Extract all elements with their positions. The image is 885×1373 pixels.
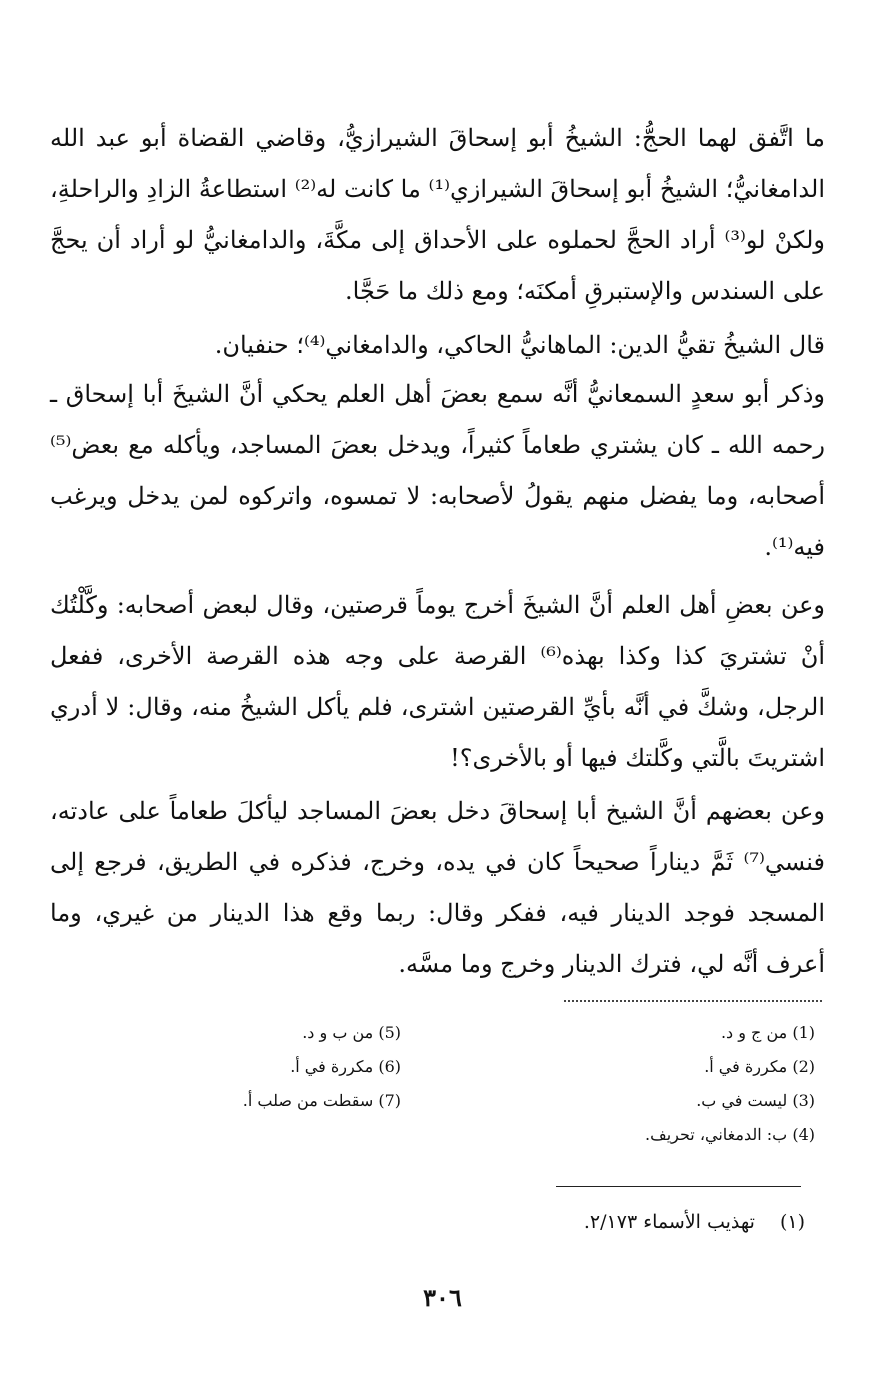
note-text: مكررة في أ. bbox=[290, 1057, 374, 1076]
variant-note bbox=[555, 1023, 815, 1057]
variant-note bbox=[555, 1091, 815, 1125]
note-text: مكررة في أ. bbox=[704, 1057, 788, 1076]
note-number: (2) bbox=[792, 1057, 815, 1076]
source-footnote bbox=[405, 1211, 805, 1233]
note-number: (4) bbox=[792, 1125, 815, 1144]
paragraph-hajj: ما اتَّفق لهما الحجُّ: الشيخُ أبو إسحاقَ الشيرازيُّ، وقاضي القضاة أبو عبد الله الدامغانيُّ؛ الشيخُ أبو إسحاقَ الشيرازي⁽¹⁾ ما كانت له⁽²⁾ استطاعةُ الزادِ والراحلةِ، ولكنْ لو⁽³⁾ أراد الحجَّ لحملوه على الأحداق إلى مكَّةَ، والدامغانيُّ لو أراد أن يحجَّ على السندس والإستبرقِ أمكنَه؛ ومع ذلك ما حَجَّا. bbox=[50, 124, 825, 305]
page-number: ٣٠٦ bbox=[423, 1283, 462, 1312]
variant-notes-left-column bbox=[201, 1023, 401, 1125]
variant-note bbox=[201, 1023, 401, 1057]
note-number: (3) bbox=[792, 1091, 815, 1110]
paragraph-taqi-al-din: قال الشيخُ تقيُّ الدين: الماهانيُّ الحاكي، والدامغاني⁽⁴⁾؛ حنفيان. bbox=[214, 331, 825, 359]
footnote-separator-dotted bbox=[564, 1000, 822, 1002]
note-text: سقطت من صلب أ. bbox=[242, 1091, 374, 1110]
note-number: (6) bbox=[378, 1057, 401, 1076]
note-text: من ب و د. bbox=[302, 1023, 374, 1042]
note-text: من ج و د. bbox=[720, 1023, 788, 1042]
variant-notes-right-column bbox=[555, 1023, 815, 1159]
paragraph-samani-report: وذكر أبو سعدٍ السمعانيُّ أنَّه سمع بعضَ أهل العلم يحكي أنَّ الشيخَ أبا إسحاق ـ رحمه الله ـ كان يشتري طعاماً كثيراً، ويدخل بعضَ المساجد، ويأكله مع بعض⁽⁵⁾ أصحابه، وما يفضل منهم يقولُ لأصحابه: لا تمسوه، واتركوه لمن يدخل ويرغب فيه⁽¹⁾. bbox=[50, 380, 825, 561]
note-number: (5) bbox=[378, 1023, 401, 1042]
note-text: ب: الدمغاني، تحريف. bbox=[645, 1125, 788, 1144]
note-text: ليست في ب. bbox=[696, 1091, 788, 1110]
note-number: (1) bbox=[792, 1023, 815, 1042]
variant-note bbox=[555, 1057, 815, 1091]
paragraph-two-loaves: وعن بعضِ أهل العلم أنَّ الشيخَ أخرج يوماً قرصتين، وقال لبعض أصحابه: وكَّلْتُك أنْ تشتريَ كذا وكذا بهذه⁽⁶⁾ القرصة على وجه هذه القرصة الأخرى، ففعل الرجل، وشكَّ في أنَّه بأيِّ القرصتين اشترى، فلم يأكل الشيخُ منه، وقال: لا أدري اشتريتَ بالَّتي وكَّلتك فيها أو بالأخرى؟! bbox=[50, 591, 825, 772]
source-note-number: (١) bbox=[779, 1211, 805, 1233]
variant-note bbox=[555, 1125, 815, 1159]
variant-note bbox=[201, 1091, 401, 1125]
variant-note bbox=[201, 1057, 401, 1091]
source-note-text: تهذيب الأسماء ٢/١٧٣. bbox=[583, 1211, 755, 1233]
note-number: (7) bbox=[378, 1091, 401, 1110]
footnote-separator-rule bbox=[556, 1186, 801, 1187]
paragraph-dinar: وعن بعضهم أنَّ الشيخ أبا إسحاقَ دخل بعضَ المساجد ليأكلَ طعاماً على عادته، فنسي⁽⁷⁾ ثَمَّ ديناراً صحيحاً كان في يده، وخرج، فذكره في الطريق، فرجع إلى المسجد فوجد الدينار فيه، ففكر وقال: ربما وقع هذا الدينار من غيري، وما أعرف أنَّه لي، فترك الدينار وخرج وما مسَّه. bbox=[50, 797, 825, 978]
